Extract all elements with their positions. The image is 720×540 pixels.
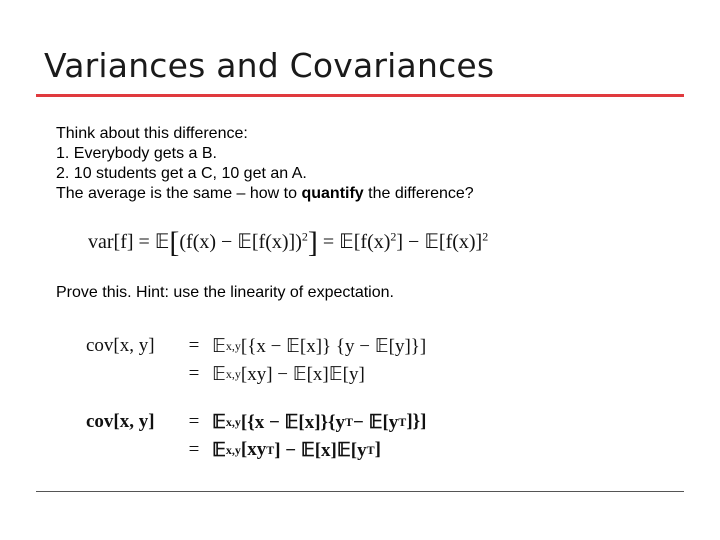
intro-line-4-pre: The average is the same – how to [56, 185, 302, 202]
intro-line-1: Think about this difference: [56, 125, 248, 142]
var-lhs: var[f] = 𝔼 [88, 231, 170, 253]
cov1-r1-body: [{x − 𝔼[x]} {y − 𝔼[y]}] [240, 335, 427, 357]
prove-hint: Prove this. Hint: use the linearity of expectation. [56, 284, 394, 301]
cov1-r1-sub: x,y [225, 338, 241, 353]
cov1-lhs: cov[x, y] [86, 335, 155, 356]
cov1-r2-e: 𝔼 [212, 363, 226, 385]
cov2-lhs: cov[x, y] [86, 411, 155, 432]
intro-line-3: 2. 10 students get a C, 10 get an A. [56, 165, 307, 182]
intro-line-4-post: the difference? [363, 185, 474, 202]
cov2-eq-1: = [188, 411, 200, 432]
cov2-r2-body-3: ] [374, 439, 381, 460]
cov2-r2-body: [xy [240, 439, 267, 460]
cov2-r1-sup-1: T [345, 414, 354, 429]
cov2-r1-sub: x,y [225, 414, 241, 429]
page-title: Variances and Covariances [44, 46, 495, 85]
cov2-r1-body-2: − 𝔼[y [353, 411, 399, 433]
var-sup-3: 2 [482, 229, 489, 244]
cov2-r2-sub: x,y [225, 442, 241, 457]
intro-line-4-bold: quantify [301, 185, 364, 202]
variance-equation: var[f] = 𝔼[(f(x) − 𝔼[f(x)])$^2$] = $𝔼[f(x)^2]$ − $𝔼[f(x)]^2$ [88, 226, 489, 259]
cov2-eq-2: = [188, 439, 200, 460]
cov2-r1-sup-2: T [398, 414, 407, 429]
cov2-r1-body-3: ]}] [406, 411, 427, 432]
cov2-r1-body: [{x − 𝔼[x]}{y [240, 411, 346, 433]
cov1-r1-e: 𝔼 [212, 335, 226, 357]
cov2-r1-e: 𝔼 [212, 411, 226, 433]
covariance-vector-equations [86, 408, 426, 464]
var-mid: (f(x) − 𝔼[f(x)]) [179, 231, 302, 253]
var-rhs: = 𝔼[f(x) [322, 231, 391, 253]
cov2-row-2 [86, 436, 426, 464]
cov1-row-2 [86, 360, 426, 388]
cov2-r2-body-2: ] − 𝔼[x]𝔼[y [274, 439, 367, 461]
var-rhs-2: ] − 𝔼[f(x)] [396, 231, 483, 253]
cov2-r2-sup-2: T [366, 442, 375, 457]
title-underline [36, 94, 684, 97]
covariance-scalar-equations [86, 332, 426, 388]
cov1-eq-2: = [188, 363, 200, 384]
cov1-r2-body: [xy] − 𝔼[x]𝔼[y] [240, 363, 365, 385]
cov2-r2-e: 𝔼 [212, 439, 226, 461]
var-sup-2: 2 [390, 229, 397, 244]
cov1-row-1 [86, 332, 426, 360]
cov1-r2-sub: x,y [225, 366, 241, 381]
bottom-divider [36, 491, 684, 492]
cov2-r2-sup-1: T [266, 442, 275, 457]
intro-text [56, 124, 474, 204]
intro-line-2: 1. Everybody gets a B. [56, 145, 217, 162]
cov1-eq-1: = [188, 335, 200, 356]
var-sup-1: 2 [301, 229, 308, 244]
cov2-row-1 [86, 408, 426, 436]
intro-line-4 [56, 184, 474, 204]
